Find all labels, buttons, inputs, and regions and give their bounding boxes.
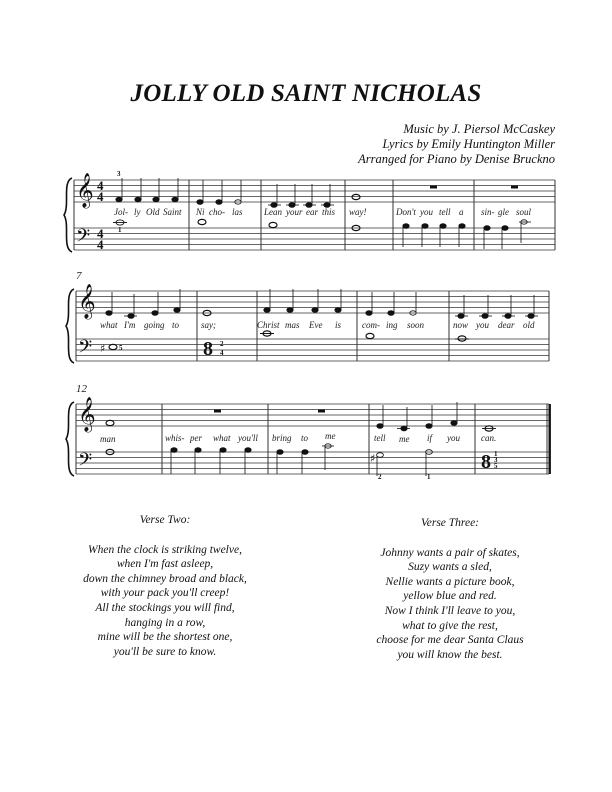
verse-line: Now I think I'll leave to you, [384,604,516,617]
verse-line: you will know the best. [397,648,503,661]
bass-whole-m3 [269,222,277,227]
brace-icon [66,289,74,363]
verse-two [60,513,270,659]
svg-text:say;: say; [201,320,216,330]
notes-m7 [106,289,180,318]
svg-text:Eve: Eve [309,320,323,330]
lyricist-credit: Lyrics by Emily Huntington Miller [382,137,555,151]
bass-staff-3 [76,452,549,474]
svg-text:las: las [232,207,243,217]
svg-text:♯: ♯ [100,342,106,355]
svg-text:per: per [190,433,202,443]
verse-line: choose for me dear Santa Claus [376,634,524,647]
fingering-3: 3 [117,170,121,178]
bass-notes-m14 [277,444,334,474]
svg-text:sin-: sin- [481,207,495,217]
verse-line: When the clock is striking twelve, [88,543,242,556]
treble-staff-3 [76,404,549,426]
verse-line: you'll be sure to know. [113,645,217,658]
svg-text:you'll: you'll [238,433,258,443]
whole-rest-icon [511,186,518,189]
svg-text:what: what [100,320,118,330]
svg-text:soon: soon [407,320,425,330]
verse-line: Johnny wants a pair of skates, [380,546,520,559]
notes-m3 [268,184,334,207]
svg-text:a: a [459,207,464,217]
svg-text:cho-: cho- [209,207,225,217]
whole-rest-icon [430,186,437,189]
svg-text:3: 3 [494,456,498,464]
svg-text:whis-: whis- [165,433,185,443]
bass-clef-icon: 𝄢 [78,450,93,475]
svg-text:Don't: Don't [396,207,416,217]
notes-m9 [264,289,341,312]
svg-text:8: 8 [203,338,213,360]
bass-notes-m7 [100,342,117,355]
bass-whole-m10 [366,333,374,338]
measure-number-7: 7 [76,270,82,282]
barlines-3 [76,404,547,474]
lyrics-system-3 [100,431,496,444]
svg-text:2: 2 [220,340,224,348]
verse-two-title: Verse Two: [139,514,191,526]
svg-text:now: now [453,320,469,330]
notes-m10 [366,292,416,315]
bass-notes-m9 [260,331,274,336]
bass-notes-m5 [403,224,465,247]
composer-credit: Music by J. Piersol McCaskey [403,122,555,136]
svg-text:Saint: Saint [163,207,182,217]
svg-text:bring: bring [272,433,292,443]
svg-text:you: you [447,433,460,443]
notes-m2 [197,180,241,204]
notes-m1 [116,178,178,202]
verse-line: when I'm fast asleep, [116,558,214,571]
notes-m11 [455,295,538,318]
svg-text:me: me [325,431,336,441]
whole-rest-icon [318,410,325,413]
bass-clef-icon: 𝄢 [78,337,93,362]
bass-staff-1 [74,228,555,250]
brace-icon [64,178,72,252]
svg-text:ing: ing [386,320,398,330]
verse-line: Suzy wants a sled, [408,561,492,574]
song-title: JOLLY OLD SAINT NICHOLAS [130,80,482,107]
arranger-credit: Arranged for Piano by Denise Bruckno [358,152,555,166]
svg-text:gle: gle [498,207,509,217]
lyrics-system-2 [100,320,535,330]
svg-text:what: what [213,433,231,443]
svg-text:me: me [399,434,410,444]
svg-text:4: 4 [97,226,104,241]
svg-text:1: 1 [494,450,498,458]
svg-text:4: 4 [97,189,104,204]
fingering-2: 2 [378,473,382,481]
treble-clef-icon: 𝄞 [78,397,96,432]
svg-text:mas: mas [285,320,300,330]
verse-line: All the stockings you will find, [95,601,235,614]
svg-text:4: 4 [97,178,104,193]
time-signature-bass [97,226,104,252]
svg-text:this: this [322,207,336,217]
bass-staff-2 [76,339,549,361]
notes-m16 [482,426,496,431]
fingering-1: 1 [118,226,122,234]
svg-text:♯: ♯ [370,452,376,465]
svg-text:5: 5 [494,462,498,470]
svg-text:Christ: Christ [257,320,280,330]
verse-line: yellow blue and red. [403,590,497,603]
svg-text:is: is [335,320,342,330]
svg-text:tell: tell [374,433,386,443]
bass-notes-m13 [171,448,251,474]
svg-text:ear: ear [306,207,318,217]
svg-text:Jol-: Jol- [114,207,128,217]
whole-rest-icon [214,410,221,413]
verse-line: mine will be the shortest one, [97,631,233,644]
svg-text:8: 8 [481,451,491,473]
svg-text:dear: dear [498,320,515,330]
time-signature-treble [97,178,104,204]
svg-text:4: 4 [220,349,224,357]
svg-text:Old: Old [146,207,160,217]
svg-text:4: 4 [97,237,104,252]
svg-text:your: your [286,207,303,217]
brace-icon [66,402,74,476]
lyrics-system-1 [114,207,532,217]
svg-text:way!: way! [349,207,367,217]
svg-text:tell: tell [439,207,451,217]
fingering-5: 5 [119,344,123,352]
bass-notes-m1 [113,220,127,225]
verse-line: what to give the rest, [402,619,498,632]
bass-notes-m11 [455,336,469,341]
bass-chord-m8 [203,338,224,360]
fingering-1: 1 [427,473,431,481]
bass-chord-m16 [481,450,498,473]
svg-text:old: old [523,320,535,330]
svg-text:man: man [100,434,116,444]
svg-text:going: going [144,320,165,330]
final-barline [549,404,551,474]
svg-text:can.: can. [481,433,497,443]
treble-staff-1 [74,180,555,202]
bass-whole-m2 [198,219,206,224]
treble-clef-icon: 𝄞 [76,173,94,208]
notes-m15 [377,402,457,431]
treble-whole-m12 [106,420,114,425]
verse-line: down the chimney broad and black, [83,572,247,585]
svg-text:I'm: I'm [124,320,136,330]
svg-text:Lean: Lean [264,207,282,217]
verse-line: hanging in a row, [124,616,206,629]
treble-whole-m4 [352,194,360,199]
svg-text:Ni: Ni [196,207,205,217]
svg-text:you: you [476,320,489,330]
svg-text:you: you [420,207,433,217]
verse-three-title: Verse Three: [420,517,480,529]
verse-line: with your pack you'll creep! [100,587,230,600]
svg-text:soul: soul [516,207,532,217]
svg-text:ly: ly [134,207,141,217]
svg-text:com-: com- [362,320,380,330]
svg-text:to: to [301,433,309,443]
svg-text:to: to [172,320,180,330]
system-3 [76,404,551,474]
treble-clef-icon: 𝄞 [78,284,96,319]
svg-text:if: if [427,433,433,443]
verse-three [340,516,560,662]
bass-clef-icon: 𝄢 [76,226,91,251]
measure-number-12: 12 [76,383,87,395]
verse-line: Nellie wants a picture book, [385,575,515,588]
